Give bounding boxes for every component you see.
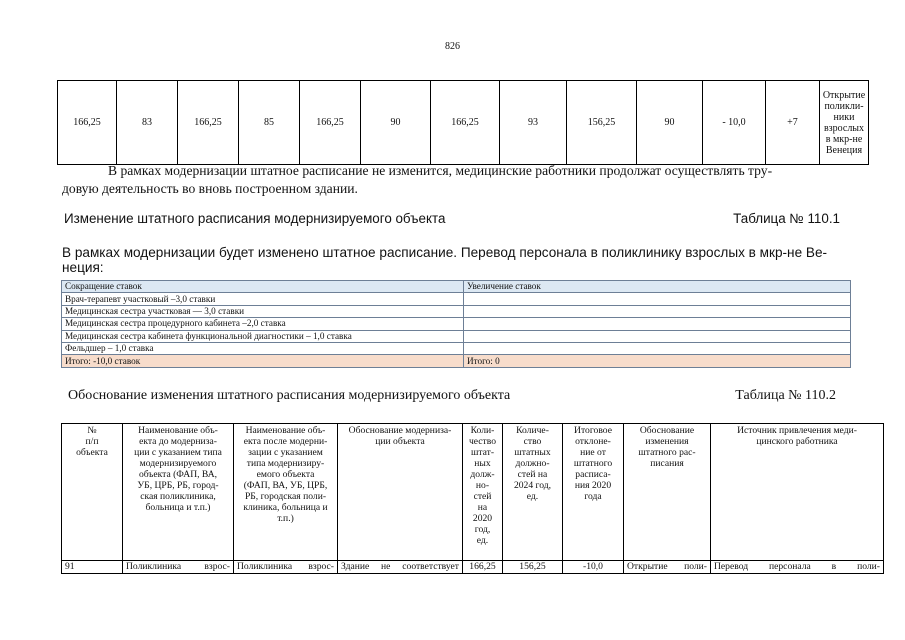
- paragraph-line: В рамках модернизации будет изменено штатное расписание. Перевод персонала в поликлинику взрослых в мкр-не Ве-: [62, 245, 828, 260]
- table-cell: 166,25: [178, 81, 239, 165]
- table-cell: 93: [500, 81, 567, 165]
- column-header: Наименование объ- екта после модерни- зации с указанием типа модернизиру- емого объекта (ФАП, ВА, УБ, ЦРБ, РБ, городская поли- клиника, больница и т.п.): [234, 424, 338, 561]
- table-cell: 85: [239, 81, 300, 165]
- table-row: [62, 305, 851, 317]
- table-cell: [464, 293, 851, 305]
- column-header: Итоговое отклоне- ние от штатного расписа- ния 2020 года: [563, 424, 624, 561]
- column-header: Источник привлечения меди- цинского работника: [711, 424, 884, 561]
- note-line: взрослых: [823, 122, 865, 134]
- page-number: 826: [445, 41, 460, 52]
- table-cell: 156,25: [503, 561, 563, 574]
- table-row: [62, 330, 851, 342]
- table-row: [62, 293, 851, 305]
- table-cell: Медицинская сестра кабинета функциональной диагностики – 1,0 ставка: [62, 330, 464, 342]
- note-line: Венеция: [825, 144, 863, 156]
- table-cell: 166,25: [463, 561, 503, 574]
- table-cell: 166,25: [58, 81, 117, 165]
- table-caption-2: [68, 388, 836, 404]
- column-header: Наименование объ- екта до модерниза- ции с указанием типа модернизируемого объекта (ФАП, ВА, УБ, ЦРБ, РБ, город- ская поликлиника, больница и т.п.): [123, 424, 234, 561]
- column-header: Обоснование изменения штатного рас- писания: [624, 424, 711, 561]
- paragraph-2: [62, 245, 844, 275]
- table-cell: Фельдшер – 1,0 ставка: [62, 342, 464, 354]
- caption-title: Изменение штатного расписания модернизируемого объекта: [64, 211, 446, 226]
- table-row: [62, 318, 851, 330]
- paragraph-1: [62, 162, 842, 198]
- table-row: [62, 561, 884, 574]
- note-line: в мкр-не: [825, 133, 863, 145]
- column-header: Количе- ство штатных должно- стей на 2024 год, ед.: [503, 424, 563, 561]
- column-header: Увеличение ставок: [464, 281, 851, 293]
- table-cell: [464, 330, 851, 342]
- caption-title: Обоснование изменения штатного расписания модернизируемого объекта: [68, 388, 511, 403]
- table-cell: Открытие поли-: [624, 561, 711, 574]
- column-header: Коли- чество штат- ных долж- но- стей на 2020 год, ед.: [463, 424, 503, 561]
- table-cell: [464, 305, 851, 317]
- table-cell: 166,25: [431, 81, 500, 165]
- table-cell: Медицинская сестра участковая — 3,0 ставки: [62, 305, 464, 317]
- table-cell: Медицинская сестра процедурного кабинета –2,0 ставка: [62, 318, 464, 330]
- table-cell: 156,25: [567, 81, 637, 165]
- table-header-row: [62, 424, 884, 561]
- caption-number: Таблица № 110.1: [733, 211, 840, 226]
- total-cell: Итого: 0: [464, 355, 851, 367]
- table-cell: [464, 342, 851, 354]
- note-line: Открытие: [822, 89, 866, 101]
- table-caption-1: [64, 211, 840, 226]
- column-header: Обоснование модерниза- ции объекта: [338, 424, 463, 561]
- table-cell: - 10,0: [703, 81, 766, 165]
- table-cell: Перевод персонала в поли-: [711, 561, 884, 574]
- table-cell: -10,0: [563, 561, 624, 574]
- column-header: Сокращение ставок: [62, 281, 464, 293]
- note-line: ники: [833, 111, 855, 123]
- paragraph-line: В рамках модернизации штатное расписание не изменится, медицинские работники продолжат осуществлять тру-: [108, 163, 773, 178]
- column-header: № п/п объекта: [62, 424, 123, 561]
- table-cell: Поликлиника взрос-: [234, 561, 338, 574]
- table-cell-note: [820, 81, 869, 165]
- table-cell: [464, 318, 851, 330]
- table-cell: 91: [62, 561, 123, 574]
- table-cell: 90: [361, 81, 431, 165]
- table-cell: 90: [637, 81, 703, 165]
- paragraph-line: довую деятельность во вновь построенном здании.: [62, 181, 358, 196]
- table-cell: Поликлиника взрос-: [123, 561, 234, 574]
- total-cell: Итого: -10,0 ставок: [62, 355, 464, 367]
- table-cell: Здание не соответствует: [338, 561, 463, 574]
- staff-table: [61, 280, 851, 368]
- justification-table: [61, 423, 884, 574]
- table-total-row: [62, 355, 851, 367]
- table-row: [58, 81, 869, 165]
- table-cell: 83: [117, 81, 178, 165]
- table-cell: Врач-терапевт участковый –3,0 ставки: [62, 293, 464, 305]
- table-cell: +7: [766, 81, 820, 165]
- table-row: [62, 342, 851, 354]
- table-header-row: [62, 281, 851, 293]
- top-table: [57, 80, 869, 165]
- table-cell: 166,25: [300, 81, 361, 165]
- note-line: поликли-: [824, 100, 864, 112]
- paragraph-line: неция:: [62, 260, 104, 275]
- caption-number: Таблица № 110.2: [735, 388, 836, 403]
